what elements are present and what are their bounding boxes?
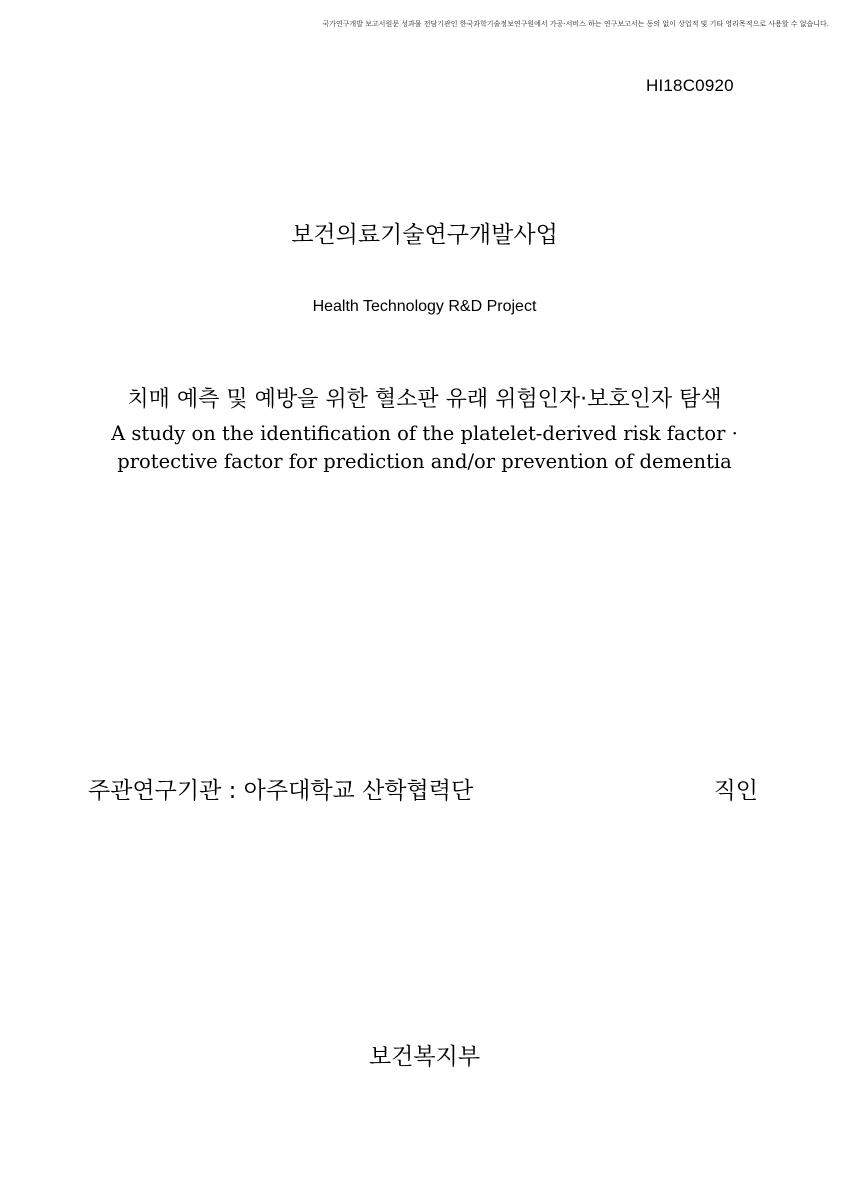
report-title-korean: 치매 예측 및 예방을 위한 혈소판 유래 위험인자·보호인자 탐색 — [127, 387, 722, 412]
program-title-english: Health Technology R&D Project — [312, 298, 537, 315]
report-title-english-line-1: A study on the identification of the platelet-derived risk factor · — [111, 422, 738, 445]
lead-institution — [88, 772, 758, 806]
ministry-name: 보건복지부 — [368, 1044, 481, 1070]
official-seal-text: 직인 — [713, 778, 758, 804]
report-title-english-line-2: protective factor for prediction and/or prevention of dementia — [117, 450, 732, 473]
institution-label: 주관연구기관 : 아주대학교 산학협력단 — [88, 778, 474, 804]
report-title-english — [80, 420, 769, 476]
copyright-notice: 국가연구개발 보고서원문 성과물 전담기관인 한국과학기술정보연구원에서 가공·서비스 하는 연구보고서는 동의 없이 상업적 및 기타 영리목적으로 사용할 수 없습니다. — [322, 20, 829, 28]
report-number: HI18C0920 — [646, 76, 734, 95]
program-title-korean: 보건의료기술연구개발사업 — [291, 222, 558, 248]
